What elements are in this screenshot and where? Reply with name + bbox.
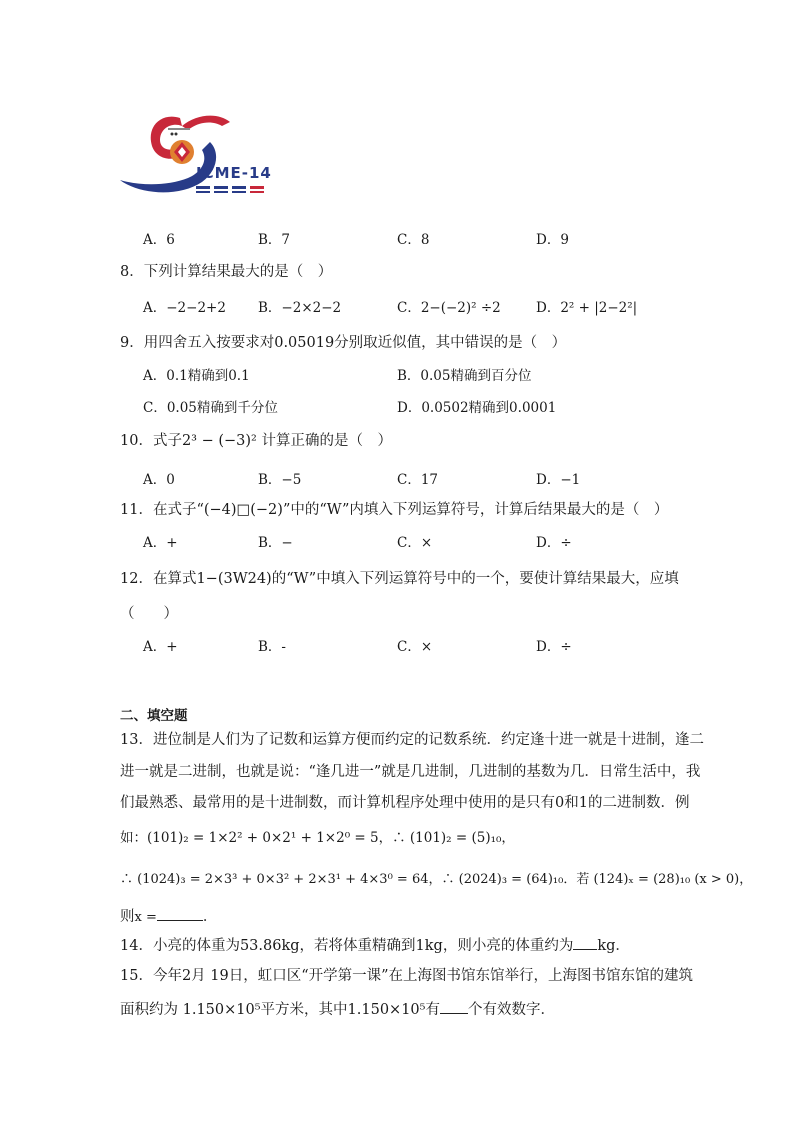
q8-stem: 8．下列计算结果最大的是（ ） [120,264,333,280]
q8-option-d: D．2² + |2−2²| [536,300,638,316]
q12-option-c: C．× [397,639,433,655]
q13-line1: 13．进位制是人们为了记数和运算方便而约定的记数系统．约定逢十进一就是十进制，逢二 [120,732,704,748]
q14-prefix: 14．小亮的体重为53.86kg，若将体重精确到1kg，则小亮的体重约为 [120,938,574,954]
q9-option-a: A．0.1精确到0.1 [143,368,250,384]
q10-stem: 10．式子2³ − (−3)² 计算正确的是（ ） [120,433,392,449]
q14-line [120,934,630,955]
q13-line5: ∴ (1024)₃ = 2×3³ + 0×3² + 2×3¹ + 4×3⁰ = 64，∴ (2024)₃ = (64)₁₀．若 (124)ₓ = (28)₁₀ (x > 0)， [120,872,753,887]
q12-option-d: D．÷ [536,639,572,655]
q12-option-a: A．+ [143,639,178,655]
q9-stem: 9．用四舍五入按要求对0.05019分别取近似值，其中错误的是（ ） [120,335,567,351]
q14-suffix: kg． [597,938,630,954]
q13-line6-suffix: ． [202,909,218,925]
q9-option-c: C．0.05精确到千分位 [143,400,278,416]
q8-option-b: B．−2×2−2 [258,300,342,316]
q13-line4: 如：(101)₂ = 1×2² + 0×2¹ + 1×2⁰ = 5，∴ (101)₂ = (5)₁₀， [120,830,515,846]
q15-line1: 15．今年2月 19日，虹口区“开学第一课”在上海图书馆东馆举行，上海图书馆东馆的建筑 [120,968,694,984]
q10-option-c: C．17 [397,472,439,488]
q11-option-b: B．− [258,535,293,551]
q8-option-a: A．−2−2+2 [143,300,226,316]
q7-option-c: C．8 [397,232,430,248]
q8-option-c: C．2−(−2)² ÷2 [397,300,501,316]
q9-option-b: B．0.05精确到百分位 [397,368,532,384]
q13-line2: 进一就是二进制，也就是说：“逢几进一”就是几进制，几进制的基数为几．日常生活中，我 [120,764,701,780]
q13-line6-var: x = [134,910,157,925]
q13-line6 [120,905,217,926]
q10-option-b: B．−5 [258,472,302,488]
q11-option-c: C．× [397,535,433,551]
q9-option-d: D．0.0502精确到0.0001 [397,400,557,416]
q15-line2-prefix: 面积约为 1.150×10⁵平方米，其中1.150×10⁵有 [120,1002,440,1018]
q10-option-a: A．0 [143,472,175,488]
q11-stem: 11．在式子“(−4)□(−2)”中的“W”内填入下列运算符号，计算后结果最大的是（ ） [120,502,669,518]
icme-logo-graphic [118,108,278,200]
q11-option-a: A．+ [143,535,178,551]
q7-option-d: D．9 [536,232,569,248]
q13-line3: 们最熟悉、最常用的是十进制数，而计算机程序处理中使用的是只有0和1的二进制数．例 [120,795,690,811]
q12-option-b: B．- [258,639,286,655]
q12-stem-line1: 12．在算式1−(3W24)的“W”中填入下列运算符号中的一个，要使计算结果最大，应填 [120,571,679,587]
q13-line6-prefix: 则 [120,909,135,925]
q10-option-d: D．−1 [536,472,581,488]
section-title: 二、填空题 [120,708,188,724]
q7-option-a: A．6 [143,232,175,248]
q14-answer-blank[interactable] [573,937,597,950]
q15-answer-blank[interactable] [440,1001,468,1014]
q13-answer-blank[interactable] [157,908,203,921]
q11-option-d: D．÷ [536,535,572,551]
logo-text: ICME-14 [196,164,272,182]
q15-line2 [120,998,555,1019]
q15-line2-suffix: 个有效数字． [467,1002,555,1018]
q7-option-b: B．7 [258,232,291,248]
icme-logo [118,108,278,200]
q12-stem-line2: （ ） [120,606,178,622]
